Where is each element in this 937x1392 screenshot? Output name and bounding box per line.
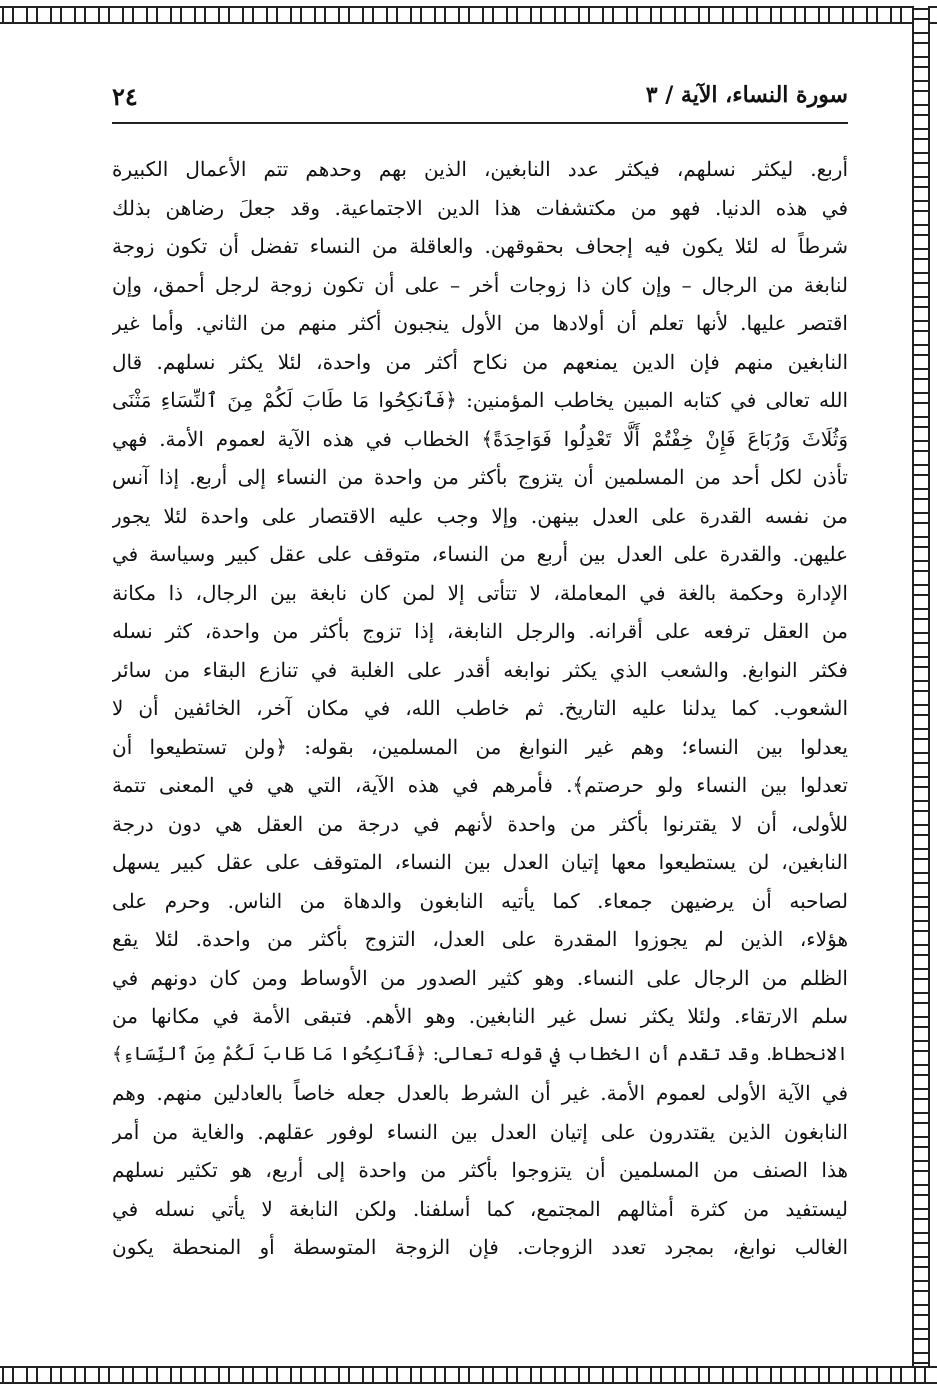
running-head: سورة النساء، الآية / ٣ [645,82,848,108]
text-line: الله تعالى في كتابه المبين يخاطب المؤمنين: ﴿فَٱنكِحُوا مَا طَابَ لَكُمْ مِنَ ٱلنِّسَاءِ مَثْنَى [112,388,848,412]
text-line: فكثر النوابغ. والشعب الذي يكثر نوابغه أقدر على الغلبة في تنازع البقاء من سائر [112,657,848,682]
text-line: سلم الارتقاء. ولئلا يكثر نسل غير النابغين. وهو الأهم. فتبقى الأمة في مكانها من [112,1004,848,1028]
text-line: من العقل ترفعه على أقرانه. والرجل النابغة، إذا تزوج بأكثر من واحدة، كثر نسله [112,619,848,643]
decorative-border-bottom [0,1366,937,1384]
text-line: الإدارة وحكمة بالغة في المعاملة، لا تتأتى إلا لمن كان نابغة بين الرجال، ذا مكانة [112,580,848,605]
text-line: لنابغة من الرجال – وإن كان ذا زوجات أخر – على أن تكون زوجة لرجل أحمق، وإن [112,272,848,297]
text-line: الانحطاط. وقد تقدم أن الخطاب في قوله تعالى: ﴿فَٱنكِحُوا مَا طَابَ لَكُمْ مِنَ ٱلنِّسَاءِ﴾ [112,1043,848,1065]
text-line: النابغون الذين يقتدرون على إتيان العدل بين النساء لوفور عقلهم. والغاية من أمر [112,1119,848,1144]
text-line: من نفسه القدرة على العدل بينهن. وإلا وجب عليه الاقتصار على واحدة لئلا يجور [112,503,848,528]
body-text [112,150,848,1267]
text-line: النابغين منهم فإن الدين يمنعهم من نكاح أكثر من واحدة، لئلا يكثر نسلهم. قال [112,349,848,374]
text-line: الظلم من الرجال على النساء. وهو كثير الصدور من الأوساط ومن كان دونهم في [112,965,848,990]
text-line: الشعوب. كما يدلنا عليه التاريخ. ثم خاطب الله، في مكان آخر، الخائفين أن لا [112,696,848,720]
decorative-border-top [0,6,937,24]
text-line: النابغين، لن يستطيعوا معها إتيان العدل بين النساء، المتوقف على عقل كبير يسهل [112,850,848,874]
page-number: ٢٤ [112,82,138,111]
decorative-border-right [912,6,930,1384]
text-line: الغالب نوابغ، بمجرد تعدد الزوجات. فإن الزوجة المتوسطة أو المنحطة يكون [112,1235,848,1259]
text-line: في هذه الدنيا. فهو من مكتشفات هذا الدين الاجتماعية. وقد جعلَ رضاهن بذلك [112,195,848,220]
text-line: تأذن لكل أحد من المسلمين أن يتزوج بأكثر من واحدة من النساء إلى أربع. إذا آنس [112,465,848,489]
text-line: هذا الصنف من المسلمين أن يتزوجوا بأكثر من واحدة إلى أربع، هو تكثير نسلهم [112,1158,848,1182]
text-line: يعدلوا بين النساء؛ وهم غير النوابغ من المسلمين، بقوله: ﴿ولن تستطيعوا أن [112,734,848,759]
text-line: اقتصر عليها. لأنها تعلم أن أولادها من الأول ينجبون أكثر منهم من الثاني. وأما غير [112,311,848,335]
text-line: ليستفيد من كثرة أمثالهم المجتمع، كما أسلفنا. ولكن النابغة لا يأتي نسله في [112,1196,848,1221]
text-line: لصاحبه أن يرضيهن جمعاء. كما يأتيه النابغون والدهاة من الناس. وحرم على [112,888,848,913]
text-line: عليهن. والقدرة على العدل بين أربع من النساء، متوقف على عقل كبير وسياسة في [112,542,848,566]
text-line: في الآية الأولى لعموم الأمة. غير أن الشرط بالعدل جعله خاصاً بالعادلين منهم. وهم [112,1081,848,1105]
text-line: شرطاً له لئلا يكون فيه إجحاف بحقوقهن. والعاقلة من النساء تفضل أن تكون زوجة [112,234,848,258]
text-line: أربع. ليكثر نسلهم، فيكثر عدد النابغين، الذين بهم وحدهم تتم الأعمال الكبيرة [112,157,848,181]
text-line: وَثُلَاثَ وَرُبَاعَ فَإِنْ خِفْتُمْ أَلَّا تَعْدِلُوا فَوَاحِدَةً﴾ الخطاب في هذه الآية لعموم الأمة. فهي [112,426,848,451]
page-header [112,78,848,124]
text-line: للأولى، أن لا يقترنوا بأكثر من واحدة لأنهم في درجة من العقل هي دون درجة [112,811,848,836]
text-line: هؤلاء، الذين لم يجوزوا المقدرة على العدل، التزوج بأكثر من واحدة. لئلا يقع [112,927,848,951]
text-line: تعدلوا بين النساء ولو حرصتم﴾. فأمرهم في هذه الآية، التي هي في المعنى تتمة [112,773,848,797]
